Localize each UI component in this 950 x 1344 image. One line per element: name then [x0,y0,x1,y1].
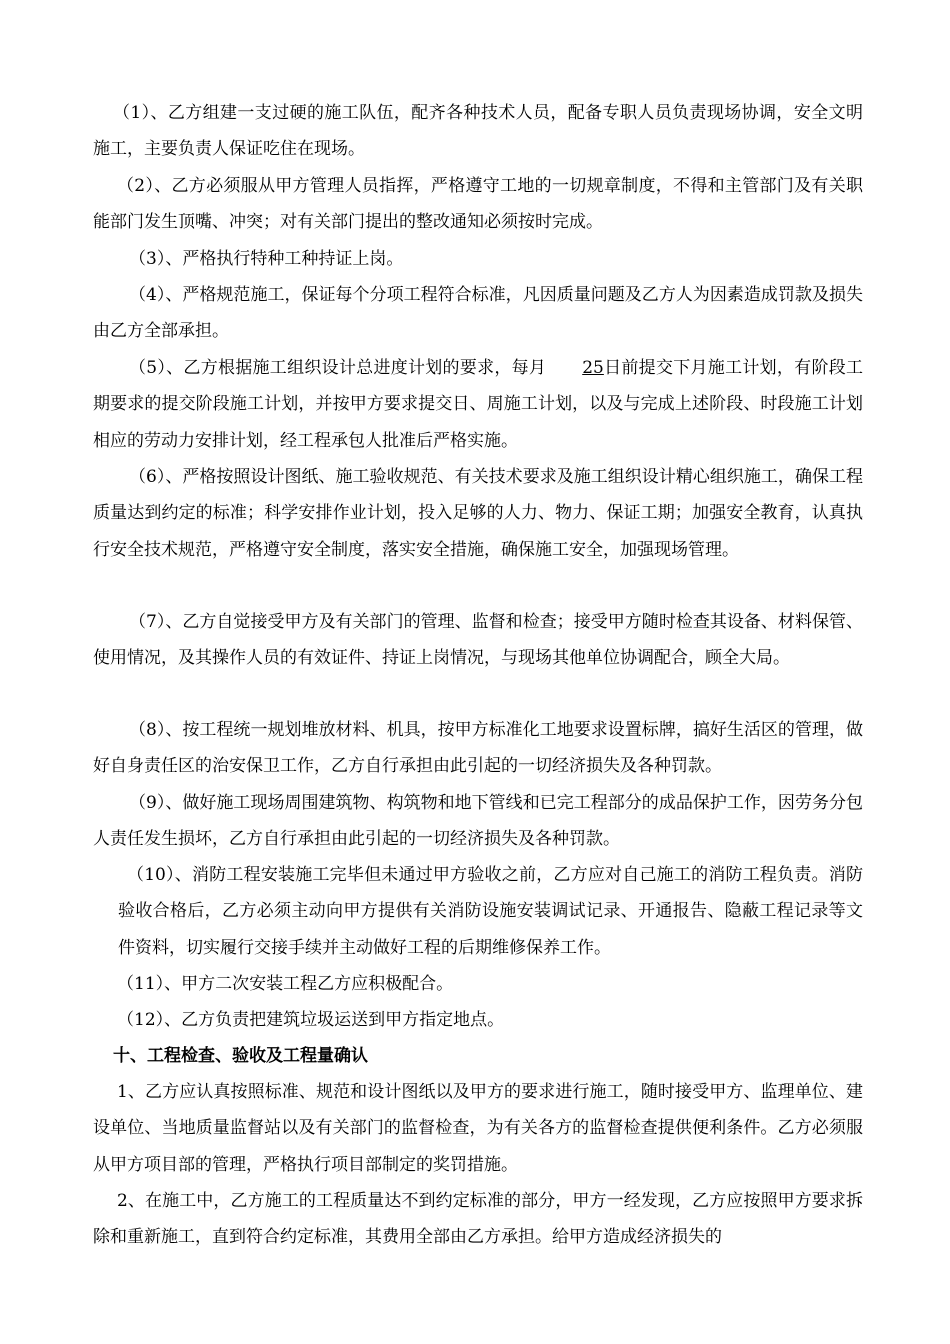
section-heading: 十、工程检查、验收及工程量确认 [113,1046,368,1066]
paragraph-6: （6）、严格按照设计图纸、施工验收规范、有关技术要求及施工组织设计精心组织施工，确保工程质量达到约定的标准；科学安排作业计划，投入足够的人力、物力、保证工期；加强安全教育，认真执行安全技术规范，严格遵守安全制度，落实安全措施，确保施工安全，加强现场管理。 [93,467,863,560]
paragraph-2: （2）、乙方必须服从甲方管理人员指挥，严格遵守工地的一切规章制度，不得和主管部门及有关职能部门发生顶嘴、冲突；对有关部门提出的整改通知必须按时完成。 [93,176,863,233]
paragraph-5-day: 25 [582,358,604,378]
paragraph-7: （7）、乙方自觉接受甲方及有关部门的管理、监督和检查；接受甲方随时检查其设备、材料保管、使用情况，及其操作人员的有效证件、持证上岗情况，与现场其他单位协调配合，顾全大局。 [93,612,863,669]
paragraph-1: （1）、乙方组建一支过硬的施工队伍，配齐各种技术人员，配备专职人员负责现场协调，安全文明施工，主要负责人保证吃住在现场。 [93,103,863,160]
paragraph-12: （12）、乙方负责把建筑垃圾运送到甲方指定地点。 [117,1010,505,1030]
section-paragraph-2: 2、在施工中，乙方施工的工程质量达不到约定标准的部分，甲方一经发现，乙方应按照甲方要求拆除和重新施工，直到符合约定标准，其费用全部由乙方承担。给甲方造成经济损失的 [93,1191,863,1248]
paragraph-11: （11）、甲方二次安装工程乙方应积极配合。 [117,974,454,994]
paragraph-4: （4）、严格规范施工，保证每个分项工程符合标准，凡因质量问题及乙方人为因素造成罚款及损失由乙方全部承担。 [93,285,863,342]
section-paragraph-1: 1、乙方应认真按照标准、规范和设计图纸以及甲方的要求进行施工，随时接受甲方、监理单位、建设单位、当地质量监督站以及有关部门的监督检查，为有关各方的监督检查提供便利条件。乙方必须服从甲方项目部的管理，严格执行项目部制定的奖罚措施。 [93,1082,863,1175]
paragraph-5 [93,350,863,459]
paragraph-5-post: 日前提交下月施工计划，有阶段工期要求的提交阶段施工计划，并按甲方要求提交日、周施工计划，以及与完成上述阶段、时段施工计划相应的劳动力安排计划，经工程承包人批准后严格实施。 [93,358,863,451]
paragraph-9: （9）、做好施工现场周围建筑物、构筑物和地下管线和已完工程部分的成品保护工作，因劳务分包人责任发生损坏，乙方自行承担由此引起的一切经济损失及各种罚款。 [93,793,863,850]
paragraph-3: （3）、严格执行特种工种持证上岗。 [129,249,404,269]
paragraph-8: （8）、按工程统一规划堆放材料、机具，按甲方标准化工地要求设置标牌，搞好生活区的管理，做好自身责任区的治安保卫工作，乙方自行承担由此引起的一切经济损失及各种罚款。 [93,720,863,777]
paragraph-10: （10）、消防工程安装施工完毕但未通过甲方验收之前，乙方应对自己施工的消防工程负责。消防验收合格后，乙方必须主动向甲方提供有关消防设施安装调试记录、开通报告、隐蔽工程记录等文件资料，切实履行交接手续并主动做好工程的后期维修保养工作。 [118,865,863,958]
paragraph-5-pre: （5）、乙方根据施工组织设计总进度计划的要求，每月 [129,358,547,378]
